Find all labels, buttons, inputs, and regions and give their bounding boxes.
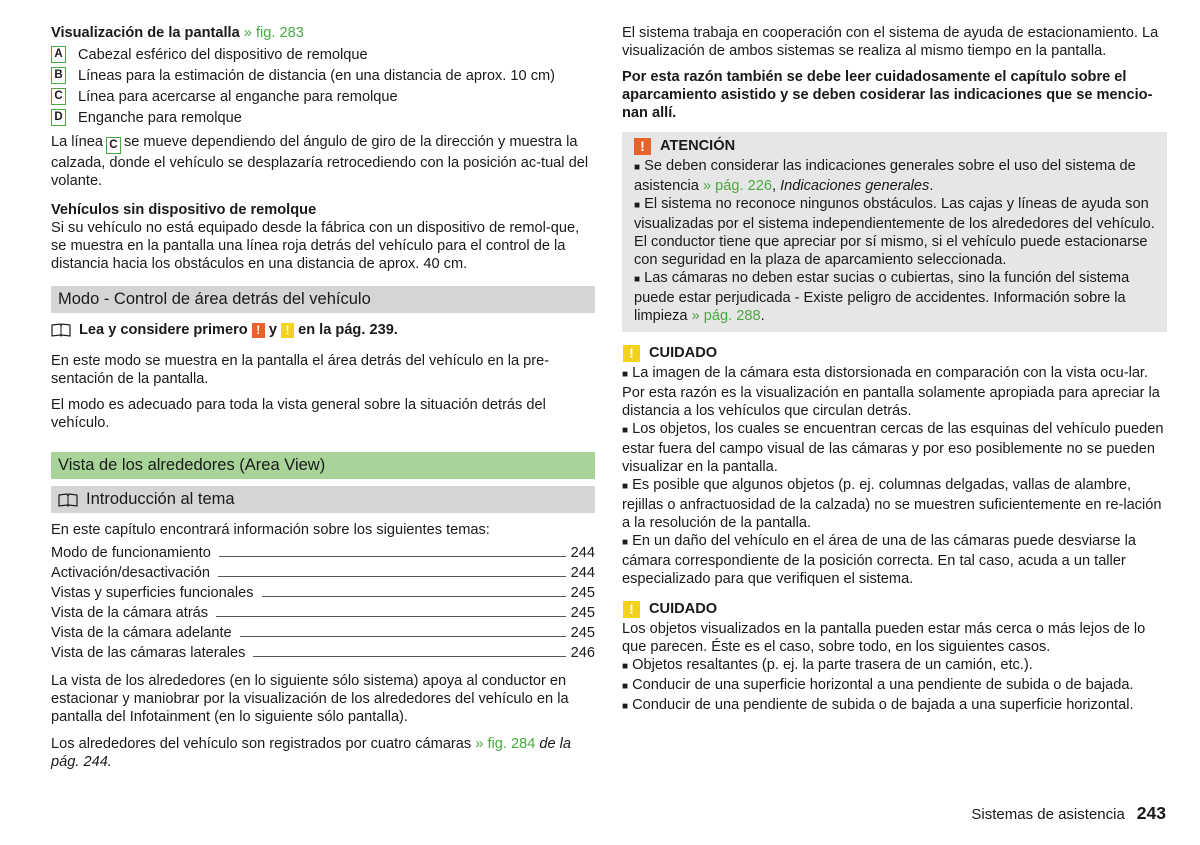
table-of-contents xyxy=(51,542,595,662)
toc-item[interactable]: Vista de las cámaras laterales 246 xyxy=(51,645,595,661)
caution-item: ■ Conducir de una superficie horizontal a una pendiente de subida o de bajada. xyxy=(622,677,1134,693)
toc-item[interactable]: Modo de funcionamiento 244 xyxy=(51,545,595,561)
legend-item xyxy=(51,65,595,86)
attention-item: ■ Las cámaras no deben estar sucias o cubiertas, sino la función del sistema puede estar perjudicada - Existe peligro de accidentes. Información sobre la limpieza » pág. 288. xyxy=(634,270,1130,324)
mode-paragraph-1: En este modo se muestra en la pantalla el área detrás del vehículo en la pre-sentación de la pantalla. xyxy=(51,353,550,387)
caution-icon: ! xyxy=(281,323,294,338)
caution-intro: Los objetos visualizados en la pantalla pueden estar más cerca o más lejos de lo que parecen. Éste es el caso, sobre todo, en los siguientes casos. xyxy=(622,621,1146,655)
legend-item xyxy=(51,44,595,65)
left-column xyxy=(51,24,595,771)
attention-box xyxy=(622,132,1167,332)
legend-text: Cabezal esférico del dispositivo de remolque xyxy=(78,46,368,63)
page-link[interactable]: » pág. 226 xyxy=(702,178,772,194)
attention-item: ■ El sistema no reconoce ningunos obstáculos. Las cajas y líneas de ayuda son visualizadas por el sistema independientemente de los alrededores del vehículo. El conductor tiene que apreciar por sí mismo, si el vehículo puede estacionarse con seguridad en la plaza de aparcamiento seleccionada. xyxy=(634,196,1155,268)
legend-text: Líneas para la estimación de distancia (en una distancia de aprox. 10 cm) xyxy=(78,67,556,84)
toc-item[interactable]: Vistas y superficies funcionales 245 xyxy=(51,585,595,601)
warning-icon: ! xyxy=(634,138,651,155)
read-chapter-paragraph: Por esta razón también se debe leer cuidadosamente el capítulo sobre el aparcamiento asistido y se deben cosiderar las indicaciones que se mencio-nan allí. xyxy=(622,69,1153,121)
toc-item[interactable]: Activación/desactivación 244 xyxy=(51,565,595,581)
line-c-paragraph: La línea C se mueve dependiendo del ángulo de giro de la dirección y muestra la calzada, donde el vehículo se desplazaría retrocediendo con la posición ac-tual del volante. xyxy=(51,134,589,189)
right-column xyxy=(622,24,1167,716)
legend-item xyxy=(51,107,595,128)
figure-link[interactable]: » fig. 283 xyxy=(243,25,304,41)
legend-key: C xyxy=(51,88,66,105)
section-heading-intro: Introducción al tema xyxy=(51,486,595,513)
figure-caption-title: Visualización de la pantalla » fig. 283 xyxy=(51,25,304,41)
book-icon xyxy=(51,323,71,337)
legend-key: D xyxy=(51,109,66,126)
figure-link[interactable]: » fig. 284 xyxy=(475,736,536,752)
page-reference[interactable]: en la pág. 239. xyxy=(298,322,398,338)
caution-box-1 xyxy=(622,344,1167,588)
cameras-paragraph: Los alrededores del vehículo son registrados por cuatro cámaras » fig. 284 de la pág. 244. xyxy=(51,736,572,770)
cooperation-paragraph: El sistema trabaja en cooperación con el sistema de ayuda de estacionamiento. La visualización de ambos sistemas se realiza al mismo tiempo en la pantalla. xyxy=(622,25,1159,59)
attention-item: ■ Se deben considerar las indicaciones generales sobre el uso del sistema de asistencia » pág. 226, Indicaciones generales. xyxy=(634,158,1136,194)
caution-icon: ! xyxy=(623,345,640,362)
attention-title: ! ATENCIÓN xyxy=(634,137,1155,155)
section-heading-rear-view: Modo - Control de área detrás del vehículo xyxy=(51,286,595,313)
toc-item[interactable]: Vista de la cámara atrás 245 xyxy=(51,605,595,621)
caution-item: ■ En un daño del vehículo en el área de una de las cámaras puede desviarse la cámara correspondiente de la posición correcta. En tal caso, acuda a un taller especializado para que verifiquen el sistema. xyxy=(622,533,1136,587)
warning-icon: ! xyxy=(252,323,265,338)
no-tow-title: Vehículos sin dispositivo de remolque xyxy=(51,202,317,218)
caution-box-2 xyxy=(622,600,1167,716)
legend-key: A xyxy=(51,46,66,63)
legend-key-inline: C xyxy=(106,137,121,154)
caution-title: ! CUIDADO xyxy=(622,600,1167,618)
page-link[interactable]: » pág. 288 xyxy=(691,308,761,324)
mode-paragraph-2: El modo es adecuado para toda la vista general sobre la situación detrás del vehículo. xyxy=(51,397,546,431)
area-view-description: La vista de los alrededores (en lo siguiente sólo sistema) apoya al conductor en estacionar y maniobrar por la visualización de los alrededores del vehículo en la pantalla del Infotainment (en lo siguiente sólo pantalla). xyxy=(51,673,569,725)
footer-section-title: Sistemas de asistencia xyxy=(971,806,1125,823)
legend-text: Enganche para remolque xyxy=(78,109,242,126)
chapter-heading-area-view: Vista de los alrededores (Area View) xyxy=(51,452,595,479)
caution-title: ! CUIDADO xyxy=(622,344,1167,362)
intro-text: En este capítulo encontrará información sobre los siguientes temas: xyxy=(51,522,490,538)
legend-key: B xyxy=(51,67,66,84)
toc-item[interactable]: Vista de la cámara adelante 245 xyxy=(51,625,595,641)
caution-item: ■ Es posible que algunos objetos (p. ej. columnas delgadas, vallas de alambre, rejillas o anfractuosidad de la calzada) no se muestren suficientemente en re-lación a la resolución de la pantalla. xyxy=(622,477,1162,531)
caution-icon: ! xyxy=(623,601,640,618)
caution-item: ■ Los objetos, los cuales se encuentran cercas de las esquinas del vehículo pueden estar fuera del campo visual de las cámaras y por eso posiblemente no se pueden visualizar en la pantalla. xyxy=(622,421,1164,475)
book-icon xyxy=(58,493,78,507)
page-footer xyxy=(971,804,1166,824)
read-first-notice: Lea y considere primero ! y ! en la pág. 239. xyxy=(51,320,595,340)
legend-list xyxy=(51,44,595,128)
caution-item: ■ Objetos resaltantes (p. ej. la parte trasera de un camión, etc.). xyxy=(622,657,1033,673)
legend-text: Línea para acercarse al enganche para remolque xyxy=(78,88,398,105)
caution-item: ■ La imagen de la cámara esta distorsionada en comparación con la vista ocu-lar. Por esta razón es la visualización en pantalla solamente apropiada para apreciar la distancia a los vehículos que circulan detrás. xyxy=(622,365,1160,419)
no-tow-text: Si su vehículo no está equipado desde la fábrica con un dispositivo de remol-que, se muestra en la pantalla una línea roja detrás del vehículo para el control de la distancia hacia los obstáculos en una distancia de aprox. 40 cm. xyxy=(51,220,580,272)
legend-item xyxy=(51,86,595,107)
page-number: 243 xyxy=(1136,803,1166,823)
caution-item: ■ Conducir de una pendiente de subida o de bajada a una superficie horizontal. xyxy=(622,697,1134,713)
